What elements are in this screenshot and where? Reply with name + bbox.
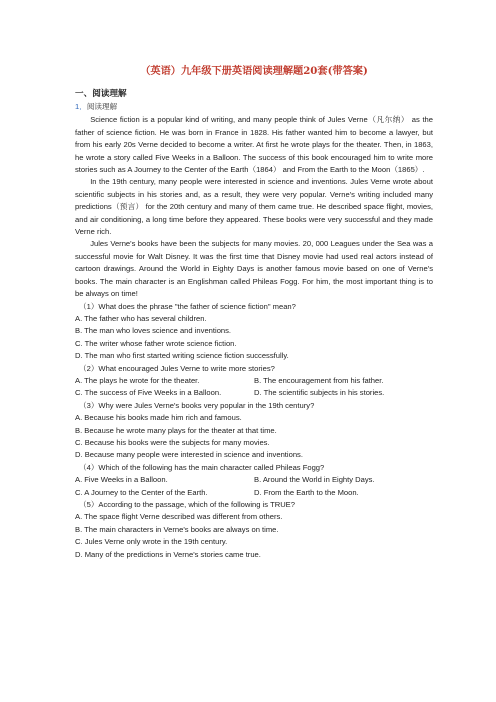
option-1d: D. The man who first started writing science fiction successfully. — [75, 351, 289, 361]
passage-paragraph-1: Science fiction is a popular kind of writing, and many people think of Jules Verne（凡尔纳） as the father of science fiction. He was born in France in 1828. His father wanted him to become a lawyer, but from his early 20s Verne decided to become a writer. At first he wrote plays for the theater. Then, in 1863, he wrote a story called Five Weeks in a Balloon. The success of this book encouraged him to write more stories such as A Journey to the Center of the Earth（1864） and From the Earth to the Moon（1865）. — [75, 115, 433, 175]
document-title: （英语）九年级下册英语阅读理解题20套(带答案) — [140, 65, 368, 77]
question-label: 阅读理解 — [86, 102, 118, 111]
option-row — [75, 474, 433, 486]
option-1a: A. The father who has several children. — [75, 313, 207, 323]
question-number: 1 — [75, 102, 80, 111]
option-2d: D. The scientific subjects in his stories. — [254, 388, 385, 398]
option-2b: B. The encouragement from his father. — [254, 375, 384, 385]
option-3a: A. Because his books made him rich and famous. — [75, 413, 242, 423]
option-2a: A. The plays he wrote for the theater. — [75, 375, 200, 385]
question-stem-4: （4）Which of the following has the main character called Phileas Fogg? — [79, 462, 325, 472]
option-3b: B. Because he wrote many plays for the theater at that time. — [75, 425, 277, 435]
option-4b: B. Around the World in Eighty Days. — [254, 475, 375, 485]
question-stem-3: （3）Why were Jules Verne's books very popular in the 19th century? — [79, 400, 315, 410]
option-row — [75, 487, 433, 499]
option-5a: A. The space flight Verne described was different from others. — [75, 512, 283, 522]
passage-paragraph-2: In the 19th century, many people were interested in science and inventions. Jules Verne wrote about scientific subjects in his stories and, as a result, they were very popular. Verne's writing included many predictions（预言） for the 20th century and many of them came true. He described space flight, movies, and air conditioning, a long time before they appeared. These books were very successful and they made Verne rich. — [75, 177, 433, 237]
option-3d: D. Because many people were interested in science and inventions. — [75, 450, 303, 460]
option-row — [75, 387, 433, 399]
option-5d: D. Many of the predictions in Verne's stories came true. — [75, 549, 261, 559]
option-2c: C. The success of Five Weeks in a Balloon. — [75, 388, 222, 398]
question-stem-1: （1）What does the phrase "the father of science fiction" mean? — [79, 301, 296, 311]
option-4d: D. From the Earth to the Moon. — [254, 487, 359, 497]
option-1b: B. The man who loves science and inventions. — [75, 326, 232, 336]
option-4a: A. Five Weeks in a Balloon. — [75, 475, 168, 485]
option-row — [75, 375, 433, 387]
section-heading: 一、阅读理解 — [75, 89, 127, 99]
option-3c: C. Because his books were the subjects for many movies. — [75, 437, 270, 447]
passage-paragraph-3: Jules Verne's books have been the subjects for many movies. 20, 000 Leagues under the Sea was a successful movie for Walt Disney. It was the first time that Disney movie had used real actors instead of cartoon drawings. Around the World in Eighty Days is another famous movie based on one of Verne's books. The main character is an Englishman called Phileas Fogg. For him, the most important thing is to be always on time! — [75, 239, 433, 299]
option-5b: B. The main characters in Verne's books are always on time. — [75, 524, 279, 534]
option-1c: C. The writer whose father wrote science fiction. — [75, 338, 237, 348]
question-stem-2: （2）What encouraged Jules Verne to write more stories? — [79, 363, 275, 373]
option-4c: C. A Journey to the Center of the Earth. — [75, 487, 208, 497]
option-5c: C. Jules Verne only wrote in the 19th century. — [75, 537, 228, 547]
question-header: 1．阅读理解 — [75, 102, 118, 111]
question-stem-5: （5）According to the passage, which of the following is TRUE? — [79, 500, 295, 509]
